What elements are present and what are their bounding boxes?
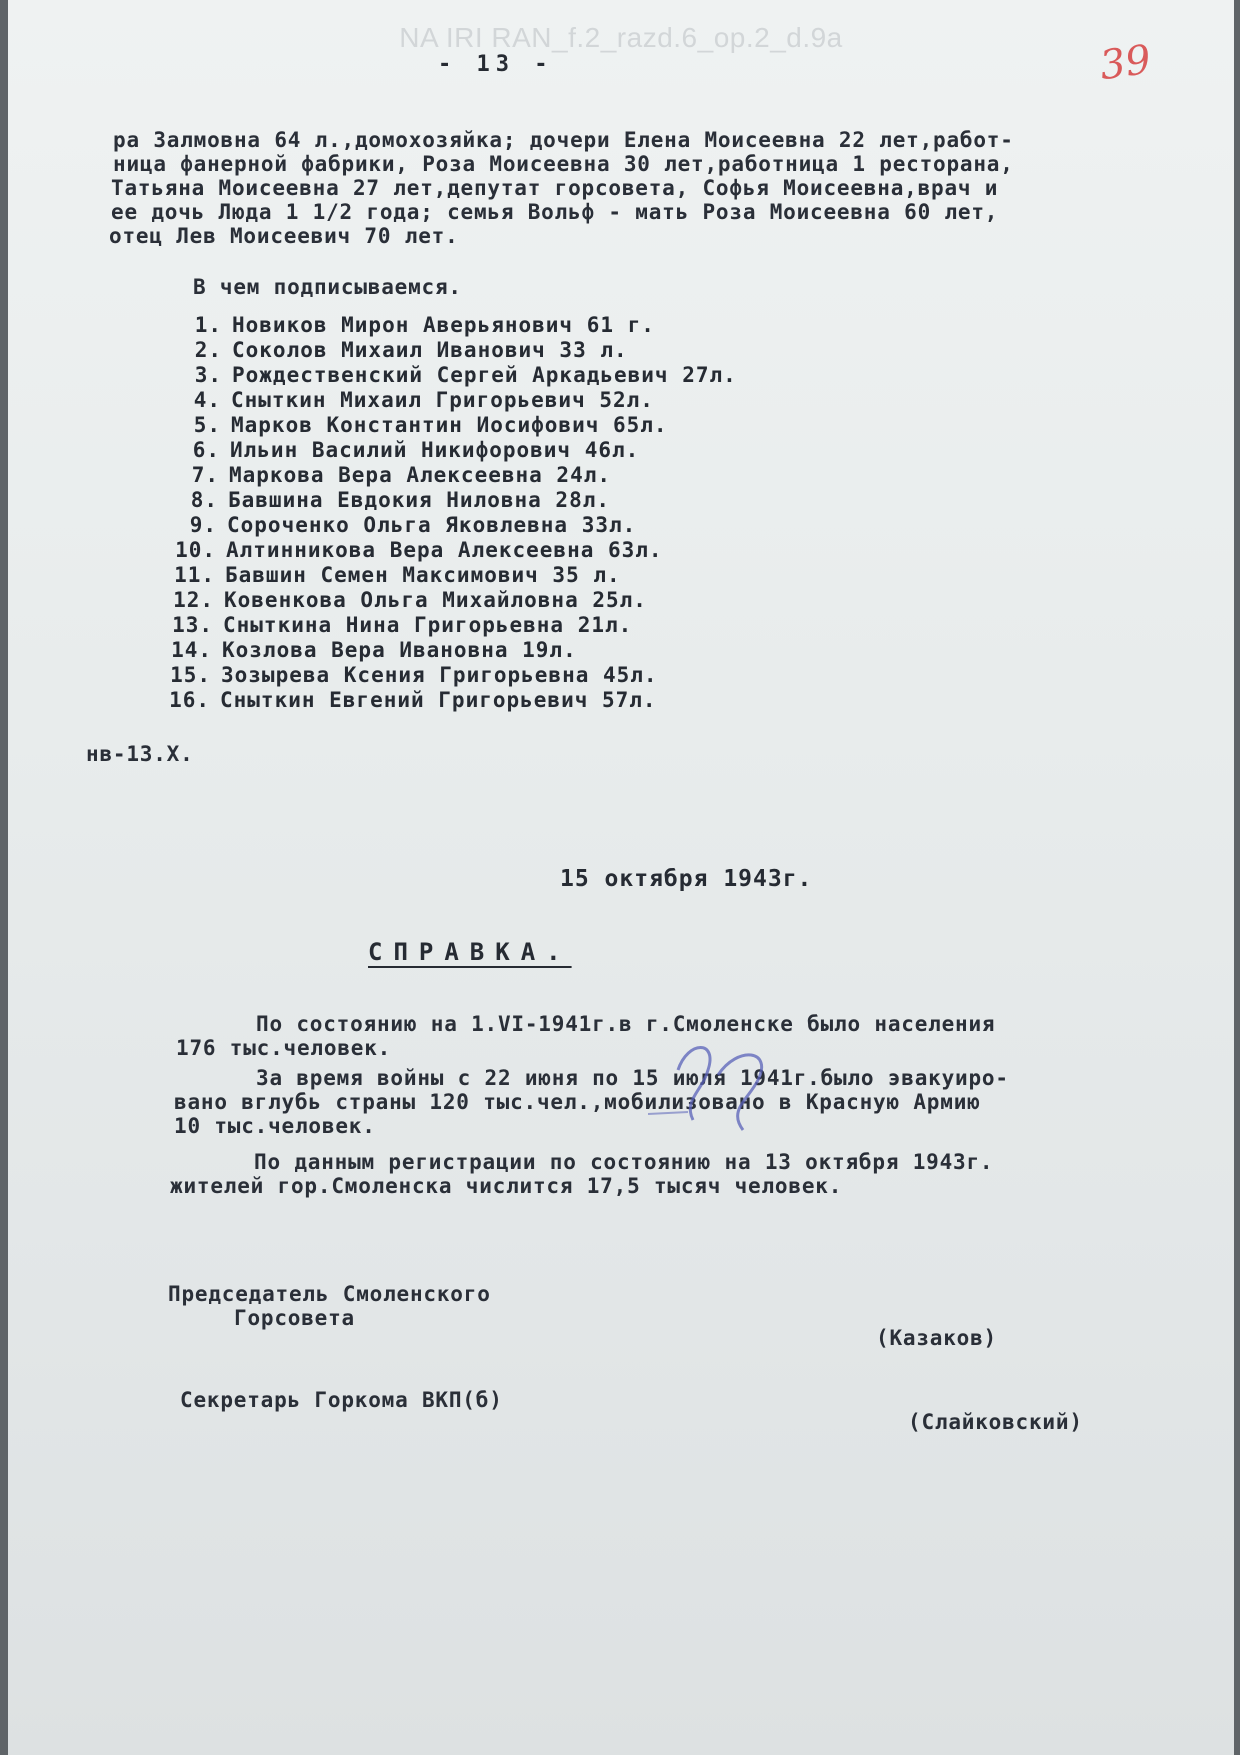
secretary-title: Секретарь Горкома ВКП(б) xyxy=(180,1388,503,1412)
signatory-number: 8. xyxy=(190,488,218,512)
signatory-item xyxy=(177,413,668,437)
chair-title-cont: Горсовета xyxy=(234,1306,355,1330)
signatory-item xyxy=(173,513,636,537)
signatory-name: Зозырева Ксения Григорьевна 45л. xyxy=(221,663,658,687)
signed-note: В чем подписываемся. xyxy=(193,275,462,299)
signatory-number: 3. xyxy=(194,363,222,387)
signatory-number: 12. xyxy=(173,588,214,612)
signatory-name: Алтинникова Вера Алексеевна 63л. xyxy=(226,538,663,562)
document-page xyxy=(8,0,1234,1755)
signatory-item xyxy=(178,363,737,387)
signatory-number: 2. xyxy=(194,338,222,362)
signatory-item xyxy=(175,463,611,487)
body-line: 10 тыс.человек. xyxy=(174,1114,376,1138)
document-heading: СПРАВКА. xyxy=(368,938,572,966)
archive-watermark: NA IRI RAN_f.2_razd.6_op.2_d.9a xyxy=(399,22,843,53)
body-line: По состоянию на 1.VI-1941г.в г.Смоленске было населения xyxy=(256,1012,996,1036)
body-line: вано вглубь страны 120 тыс.чел.,мобилизовано в Красную Армию xyxy=(174,1090,981,1114)
document-date: 15 октября 1943г. xyxy=(560,866,813,892)
body-line: 176 тыс.человек. xyxy=(176,1036,392,1060)
signatory-name: Сныткин Евгений Григорьевич 57л. xyxy=(220,688,657,712)
signatory-name: Маркова Вера Алексеевна 24л. xyxy=(229,463,612,487)
intro-line: отец Лев Моисеевич 70 лет. xyxy=(109,224,459,248)
signatory-name: Бавшина Евдокия Ниловна 28л. xyxy=(228,488,611,512)
signatory-item xyxy=(170,588,647,612)
signatory-number: 11. xyxy=(174,563,215,587)
signatory-number: 14. xyxy=(171,638,212,662)
archive-sheet-number: 39 xyxy=(1097,36,1154,90)
intro-line: ница фанерной фабрики, Роза Моисеевна 30 лет,работница 1 ресторана, xyxy=(113,152,1014,176)
signatory-item xyxy=(172,538,663,562)
signatory-number: 1. xyxy=(194,313,222,337)
secretary-name: (Слайковский) xyxy=(908,1410,1083,1434)
signatory-number: 4. xyxy=(193,388,221,412)
signatory-number: 6. xyxy=(192,438,220,462)
signatory-name: Новиков Мирон Аверьянович 61 г. xyxy=(232,313,655,337)
signatory-name: Марков Константин Иосифович 65л. xyxy=(231,413,668,437)
signatory-item xyxy=(178,338,628,362)
signatory-item xyxy=(169,613,632,637)
body-line: За время войны с 22 июня по 15 июля 1941г.было эвакуиро- xyxy=(256,1066,1009,1090)
signatory-name: Сныткина Нина Григорьевна 21л. xyxy=(223,613,633,637)
chair-title: Председатель Смоленского xyxy=(168,1282,491,1306)
signatory-name: Ковенкова Ольга Михайловна 25л. xyxy=(224,588,647,612)
body-line: жителей гор.Смоленска числится 17,5 тысяч человек. xyxy=(170,1174,843,1198)
signatory-number: 16. xyxy=(169,688,210,712)
signatory-name: Козлова Вера Ивановна 19л. xyxy=(222,638,577,662)
signatory-item xyxy=(177,388,654,412)
signatory-number: 15. xyxy=(170,663,211,687)
chair-name: (Казаков) xyxy=(876,1326,997,1350)
signatory-name: Соколов Михаил Иванович 33 л. xyxy=(232,338,628,362)
signatory-name: Сороченко Ольга Яковлевна 33л. xyxy=(227,513,637,537)
signatory-number: 9. xyxy=(189,513,217,537)
signatory-name: Ильин Василий Никифорович 46л. xyxy=(230,438,640,462)
signatory-item xyxy=(168,638,577,662)
signatory-name: Бавшин Семен Максимович 35 л. xyxy=(225,563,621,587)
body-line: По данным регистрации по состоянию на 13 октября 1943г. xyxy=(254,1150,994,1174)
signatory-item xyxy=(176,438,639,462)
signatory-item xyxy=(174,488,610,512)
intro-line: ее дочь Люда 1 1/2 года; семья Вольф - мать Роза Моисеевна 60 лет, xyxy=(111,200,999,224)
signatory-item xyxy=(171,563,621,587)
signatory-name: Сныткин Михаил Григорьевич 52л. xyxy=(231,388,654,412)
signatory-item xyxy=(178,313,655,337)
signatory-number: 10. xyxy=(175,538,216,562)
intro-line: ра Залмовна 64 л.,домохозяйка; дочери Елена Моисеевна 22 лет,работ- xyxy=(113,128,1014,152)
signatory-number: 13. xyxy=(172,613,213,637)
page-number: - 13 - xyxy=(438,52,554,77)
reference-code: нв-13.Х. xyxy=(86,742,194,766)
signatory-name: Рождественский Сергей Аркадьевич 27л. xyxy=(232,363,737,387)
signatory-number: 5. xyxy=(193,413,221,437)
signatory-number: 7. xyxy=(191,463,219,487)
signatory-item xyxy=(166,688,657,712)
handwritten-check-mark xyxy=(648,1030,798,1140)
signatory-item xyxy=(167,663,658,687)
intro-line: Татьяна Моисеевна 27 лет,депутат горсовета, Софья Моисеевна,врач и xyxy=(111,176,999,200)
